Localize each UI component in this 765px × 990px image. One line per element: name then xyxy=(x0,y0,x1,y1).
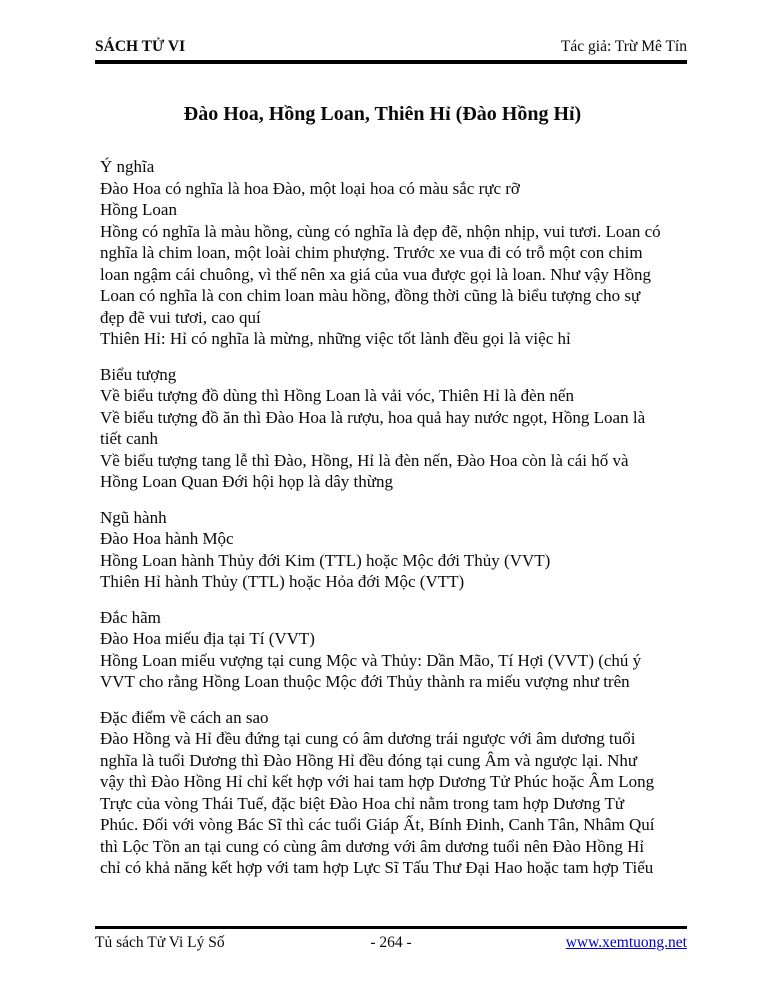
text-line: loan ngậm cái chuông, vì thế nên xa giá của vua được gọi là loan. Như vậy Hồng xyxy=(100,264,651,284)
text-line: Biểu tượng xyxy=(100,364,177,384)
text-line: Phúc. Đối với vòng Bác Sĩ thì các tuổi Giáp Ất, Bính Đinh, Canh Tân, Nhâm Quí xyxy=(100,815,655,834)
section-4 xyxy=(100,707,700,879)
page-title: Đào Hoa, Hồng Loan, Thiên Hỉ (Đào Hồng Hỉ) xyxy=(183,103,582,125)
text-line: Ý nghĩa xyxy=(100,157,155,176)
text-line: Đào Hoa miếu địa tại Tí (VVT) xyxy=(100,629,315,648)
section-1 xyxy=(100,364,700,493)
footer-page-number: - 264 - xyxy=(370,934,412,951)
text-line: Đào Hoa hành Mộc xyxy=(100,529,234,548)
text-line: Đào Hồng và Hỉ đều đứng tại cung có âm dương trái ngược với âm dương tuổi xyxy=(100,729,636,748)
text-line: tiết canh xyxy=(100,429,159,448)
footer-website-link[interactable]: www.xemtuong.net xyxy=(565,934,687,951)
text-line: nghĩa là chim loan, một loài chim phượng. Trước xe vua đi có trỗ một con chim xyxy=(100,243,643,262)
text-line: chỉ có khả năng kết hợp với tam hợp Lực Sĩ Tấu Thư Đại Hao hoặc tam hợp Tiểu xyxy=(100,858,654,877)
text-line: vậy thì Đào Hồng Hỉ chỉ kết hợp với hai tam hợp Dương Tử Phúc hoặc Âm Long xyxy=(100,772,655,791)
text-line: đẹp đẽ vui tươi, cao quí xyxy=(100,307,261,327)
text-line: Hồng Loan miếu vượng tại cung Mộc và Thủy: Dần Mão, Tí Hợi (VVT) (chú ý xyxy=(100,650,642,670)
page-header xyxy=(95,38,687,64)
text-line: Thiên Hỉ: Hỉ có nghĩa là mừng, những việc tốt lành đều gọi là việc hỉ xyxy=(100,329,571,348)
text-line: Hồng có nghĩa là màu hồng, cùng có nghĩa là đẹp đẽ, nhộn nhịp, vui tươi. Loan có xyxy=(100,221,661,241)
text-line: Trực của vòng Thái Tuế, đặc biệt Đào Hoa chỉ nằm trong tam hợp Dương Tử xyxy=(100,793,625,813)
text-line: Đào Hoa có nghĩa là hoa Đào, một loại hoa có màu sắc rực rỡ xyxy=(100,178,520,198)
text-line: Hồng Loan xyxy=(100,200,177,219)
document-body xyxy=(100,156,700,893)
footer-series-title: Tủ sách Tử Vi Lý Số xyxy=(95,934,225,951)
page-footer xyxy=(95,926,687,952)
text-line: Đặc điểm về cách an sao xyxy=(100,707,269,727)
header-author: Tác giả: Trừ Mê Tín xyxy=(560,38,687,55)
text-line: thì Lộc Tồn an tại cung có cùng âm dương với âm dương tuổi nên Đào Hồng Hỉ xyxy=(100,836,645,856)
text-line: Về biểu tượng đồ ăn thì Đào Hoa là rượu, hoa quả hay nước ngọt, Hồng Loan là xyxy=(100,407,646,427)
text-line: Đắc hãm xyxy=(100,607,161,627)
text-line: Ngũ hành xyxy=(100,507,167,527)
text-line: Hồng Loan hành Thủy đới Kim (TTL) hoặc Mộc đới Thủy (VVT) xyxy=(100,550,551,570)
section-2 xyxy=(100,507,700,593)
section-3 xyxy=(100,607,700,693)
text-line: nghĩa là tuổi Dương thì Đào Hồng Hỉ đều đóng tại cung Âm và ngược lại. Như xyxy=(100,750,638,770)
text-line: Hồng Loan Quan Đới hội họp là dây thừng xyxy=(100,472,393,491)
text-line: Về biểu tượng đồ dùng thì Hồng Loan là vải vóc, Thiên Hỉ là đèn nến xyxy=(100,386,574,405)
header-book-title: SÁCH TỬ VI xyxy=(95,38,186,55)
text-line: Về biểu tượng tang lễ thì Đào, Hồng, Hỉ là đèn nến, Đào Hoa còn là cái hố và xyxy=(100,450,629,470)
section-0 xyxy=(100,156,700,350)
text-line: Loan có nghĩa là con chim loan màu hồng, đồng thời cũng là biểu tượng cho sự xyxy=(100,286,641,305)
text-line: Thiên Hỉ hành Thủy (TTL) hoặc Hỏa đới Mộc (VTT) xyxy=(100,572,465,591)
text-line: VVT cho rằng Hồng Loan thuộc Mộc đới Thủy thành ra miếu vượng như trên xyxy=(100,672,630,691)
